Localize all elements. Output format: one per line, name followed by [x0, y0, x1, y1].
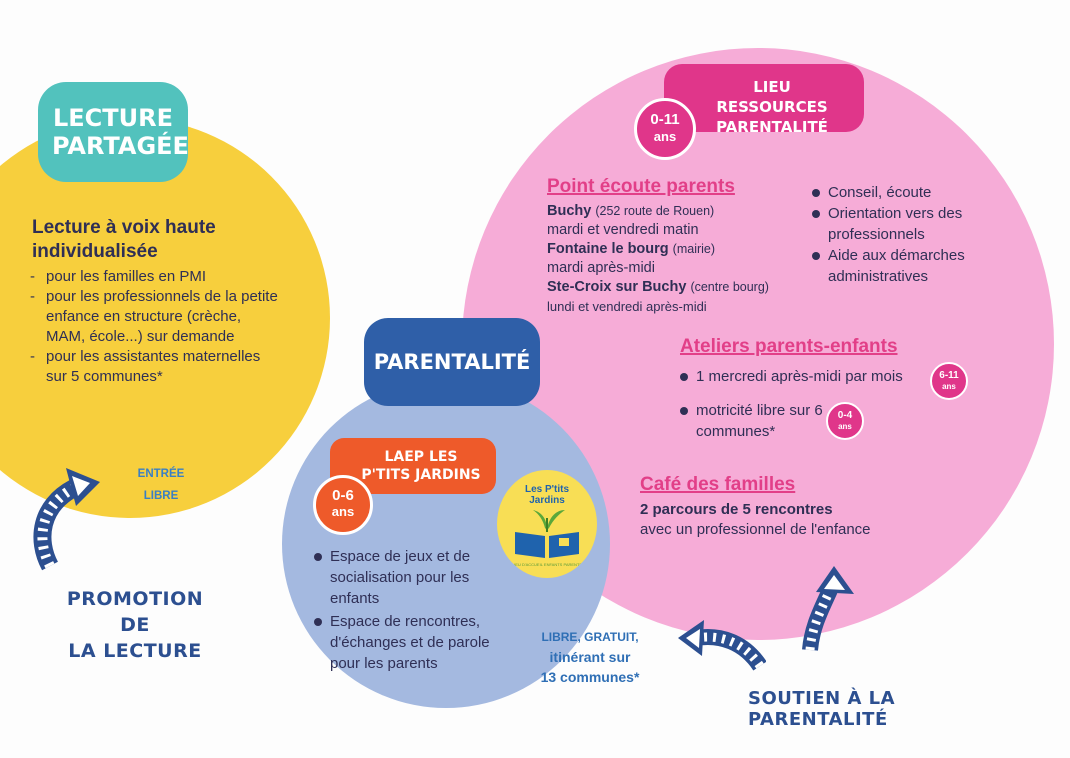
age-unit: ans	[331, 504, 355, 519]
note-line3: 13 communes*	[540, 669, 640, 685]
lecture-partagee-label: LECTURE PARTAGÉE	[52, 104, 189, 160]
promotion-line1: PROMOTION DE	[66, 588, 204, 636]
up-arrow-icon	[796, 562, 862, 654]
ateliers-list-2	[678, 400, 828, 442]
age-number: 6-11	[939, 370, 959, 381]
lecture-partagee-tag	[38, 82, 188, 182]
lieu-age-badge	[634, 98, 696, 160]
entree-libre-note	[128, 463, 194, 507]
list-item: motricité libre sur 6 communes*	[678, 400, 828, 442]
parentalite-label: PARENTALITÉ	[373, 350, 531, 374]
age-unit: ans	[942, 382, 956, 391]
book-plant-icon	[511, 500, 583, 560]
cafe-familles-title: Café des familles	[640, 474, 796, 495]
cafe-familles-text	[640, 500, 940, 540]
list-item: Conseil, écoute	[810, 182, 980, 203]
lieu-ressources-label: LIEU RESSOURCES PARENTALITÉ	[716, 78, 828, 136]
list-item: Espace de rencontres, d'échanges et de parole pour les parents	[312, 611, 518, 674]
location-name: Fontaine le bourg	[547, 241, 669, 257]
point-ecoute-title: Point écoute parents	[547, 176, 735, 197]
location-name: Buchy	[547, 203, 592, 219]
soutien-parentalite-label: SOUTIEN À LA PARENTALITÉ	[748, 688, 896, 730]
location-schedule: mardi et vendredi matin	[547, 222, 699, 238]
services-list	[810, 182, 980, 287]
parentalite-tag	[364, 318, 540, 406]
note-line1: LIBRE, GRATUIT,	[541, 630, 639, 644]
age-number: 0-11	[650, 111, 680, 128]
promotion-line2: LA LECTURE	[68, 640, 202, 662]
laep-age-badge	[313, 475, 373, 535]
location-schedule: lundi et vendredi après-midi	[547, 299, 707, 314]
age-number: 0-6	[332, 487, 354, 504]
cafe-line2: avec un professionnel de l'enfance	[640, 521, 871, 538]
location-address: (centre bourg)	[690, 280, 769, 294]
list-item: Aide aux démarches administratives	[810, 245, 980, 287]
entree-text: ENTRÉE	[137, 468, 185, 480]
atelier1-age-badge	[930, 362, 968, 400]
list-item: Orientation vers des professionnels	[810, 203, 980, 245]
age-unit: ans	[838, 422, 852, 431]
cafe-line1: 2 parcours de 5 rencontres	[640, 501, 833, 518]
laep-note	[526, 627, 654, 687]
logo-title: Les P'tits Jardins	[524, 484, 570, 506]
age-number: 0-4	[837, 410, 853, 421]
list-item: Espace de jeux et de socialisation pour les enfants	[312, 546, 518, 609]
lecture-heading: Lecture à voix haute individualisée	[32, 217, 216, 262]
logo-subtitle: LIEU D'ACCUEIL ENFANTS PARENTS	[511, 562, 583, 567]
location-address: (252 route de Rouen)	[595, 204, 715, 218]
list-item: 1 mercredi après-midi par mois	[678, 366, 928, 387]
note-line2: itinérant sur	[549, 649, 631, 665]
libre-text: LIBRE	[143, 490, 179, 502]
point-ecoute-locations	[547, 202, 807, 316]
laep-label: LAEP LES P'TITS JARDINS	[361, 449, 481, 483]
ateliers-list	[678, 366, 928, 387]
age-unit: ans	[653, 129, 677, 144]
location-address: (mairie)	[672, 242, 716, 256]
ateliers-title: Ateliers parents-enfants	[680, 336, 898, 357]
list-item: - pour les familles en PMI	[26, 267, 284, 287]
location-schedule: mardi après-midi	[547, 260, 655, 276]
atelier2-age-badge	[826, 402, 864, 440]
location-name: Ste-Croix sur Buchy	[547, 279, 687, 295]
list-item: - pour les professionnels de la petite enfance en structure (crèche, MAM, école...) sur demande	[26, 287, 284, 347]
laep-list	[312, 546, 518, 674]
lecture-list	[26, 267, 284, 387]
curved-arrow-icon	[30, 462, 110, 572]
list-item: - pour les assistantes maternelles sur 5 communes*	[26, 347, 284, 387]
promotion-lecture-label	[50, 586, 220, 664]
left-arrow-icon	[674, 612, 766, 674]
